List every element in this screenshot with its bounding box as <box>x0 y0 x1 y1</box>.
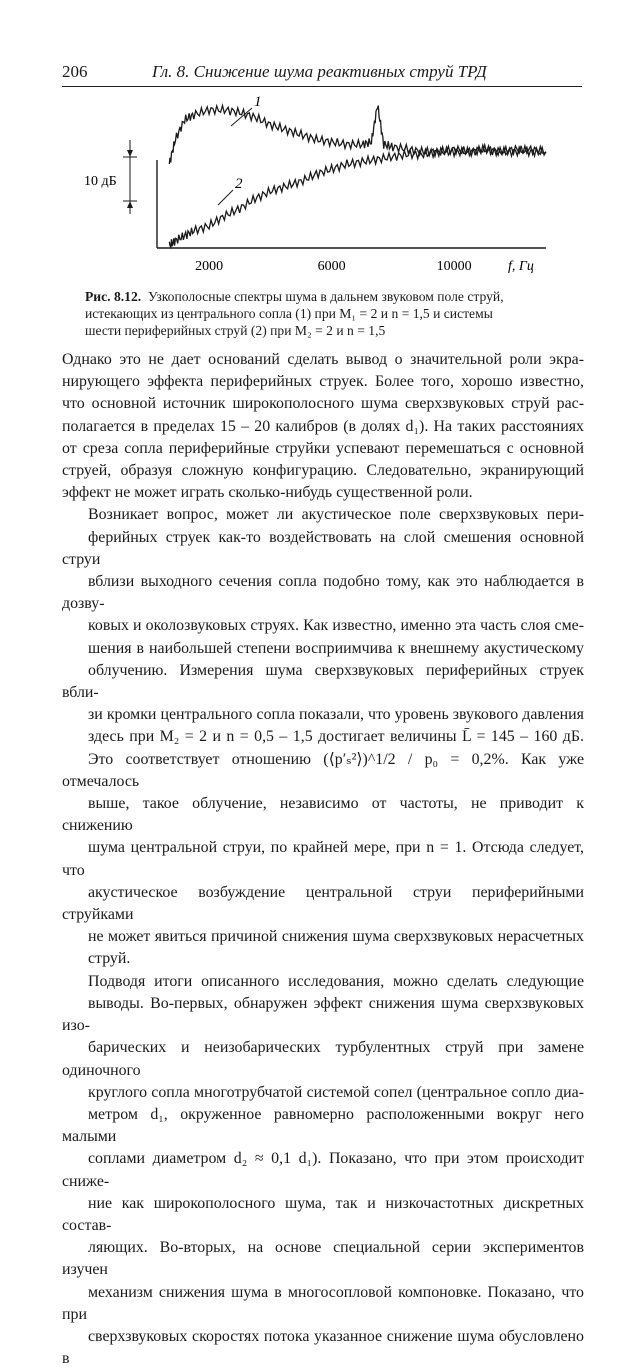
curve-2-leader <box>218 190 233 205</box>
text-line: здесь при M₂ = 2 и n = 0,5 – 1,5 достигает величины L̄ = 145 – 160 дБ. <box>88 728 584 746</box>
text-line: Это соответствует отношению (⟨p′ₛ²⟩)^1/2 / p₀ = 0,2%. Как уже отмечалось <box>62 750 584 790</box>
paragraph-3 <box>62 971 584 1370</box>
x-tick-label: 10000 <box>436 259 472 274</box>
text-line: вблизи выходного сечения сопла подобно тому, как это наблюдается в дозву- <box>62 573 584 613</box>
tick-labels <box>195 259 472 274</box>
x-tick-label: 2000 <box>195 259 224 274</box>
caption-line: Рис. 8.12. Узкополосные спектры шума в дальнем звуковом поле струй, <box>85 289 504 304</box>
caption-label: Рис. 8.12. <box>85 289 142 304</box>
x-tick-label: 6000 <box>317 259 346 274</box>
text-line: нирующего эффекта периферийных струек. Более того, хорошо известно, <box>62 373 584 391</box>
series-2-line <box>169 145 546 247</box>
text-line: ферийных струек как-то воздействовать на слой смешения основной струи <box>62 528 584 568</box>
text-line: струей, образуя сложную конфигурацию. Следовательно, экранирующий <box>62 462 584 480</box>
text-line: выше, такое облучение, независимо от частоты, не приводит к снижению <box>62 795 584 835</box>
body-text <box>62 349 584 1370</box>
text-line: что основной источник широкополосного шума сверхзвуковых струй рас- <box>62 395 584 413</box>
text-line: выводы. Во-первых, обнаружен эффект снижения шума сверхзвуковых изо- <box>62 994 584 1035</box>
text-line: Однако это не дает оснований сделать вывод о значительной роли экра- <box>62 351 584 368</box>
text-line: шения в наибольшей степени восприимчива к внешнему акустическому <box>88 639 584 657</box>
text-line: акустическое возбуждение центральной струи периферийными струйками <box>62 883 584 924</box>
text-line: ковых и околозвуковых струях. Как известно, именно эта часть слоя сме- <box>88 617 584 635</box>
text-line: эффект не может играть сколько-нибудь существенной роли. <box>62 484 473 502</box>
text-line: круглого сопла многотрубчатой системой сопел (центральное сопло диа- <box>88 1083 584 1101</box>
figure-caption <box>85 288 555 339</box>
text-line: зи кромки центрального сопла показали, что уровень звукового давления <box>88 706 584 724</box>
x-axis-label: f, Гц <box>508 259 534 274</box>
text-line: облучению. Измерения шума сверхзвуковых периферийных струек вбли- <box>62 661 584 702</box>
text-line: Подводя итоги описанного исследования, можно сделать следующие <box>88 972 584 990</box>
running-title: Гл. 8. Снижение шума реактивных струй ТРД <box>152 62 487 81</box>
series-1-group <box>169 106 546 165</box>
text-line: шума центральной струи, по крайней мере, при n = 1. Отсюда следует, что <box>62 839 584 879</box>
text-line: Возникает вопрос, может ли акустическое поле сверхзвуковых пери- <box>88 506 584 524</box>
spectrum-figure <box>0 88 640 288</box>
text-line: от среза сопла периферийные струйки успевают перемешаться с основной <box>62 439 584 457</box>
caption-line: истекающих из центрального сопла (1) при M₁ = 2 и n = 1,5 и системы <box>85 306 493 321</box>
text-line: не может явиться причиной снижения шума сверхзвуковых нерасчетных <box>88 928 584 946</box>
text-line: механизм снижения шума в многосопловой компоновке. Показано, что при <box>62 1283 584 1323</box>
curve-1-label: 1 <box>254 94 262 110</box>
text-line: соплами диаметром d₂ ≈ 0,1 d₁). Показано, что при этом происходит сниже- <box>62 1150 584 1190</box>
page-number: 206 <box>62 62 88 81</box>
chart-axes <box>157 160 546 248</box>
series-1-line <box>169 106 546 165</box>
text-line: полагается в пределах 15 – 20 калибров (в долях d₁). На таких расстояниях <box>62 417 584 435</box>
text-line: ляющих. Во-вторых, на основе специальной серии экспериментов изучен <box>62 1239 584 1279</box>
text-line: струй. <box>88 950 131 968</box>
paragraph-2 <box>62 504 584 970</box>
scale-bar-label: 10 дБ <box>84 174 117 189</box>
scale-bar <box>84 140 137 214</box>
paragraph-1 <box>62 349 584 504</box>
text-line: сверхзвуковых скоростях потока указанное снижение шума обусловлено в <box>62 1327 584 1368</box>
text-line: ние как широкополосного шума, так и низкочастотных дискретных состав- <box>62 1194 584 1234</box>
caption-line: шести периферийных струй (2) при M₂ = 2 и n = 1,5 <box>85 323 386 338</box>
running-header <box>62 62 582 87</box>
text-line: метром d₁, окруженное равномерно расположенными вокруг него малыми <box>62 1105 584 1146</box>
curve-2-label: 2 <box>235 176 243 192</box>
series-2-group <box>169 145 546 247</box>
text-line: барических и неизобарических турбулентных струй при замене одиночного <box>62 1039 584 1079</box>
